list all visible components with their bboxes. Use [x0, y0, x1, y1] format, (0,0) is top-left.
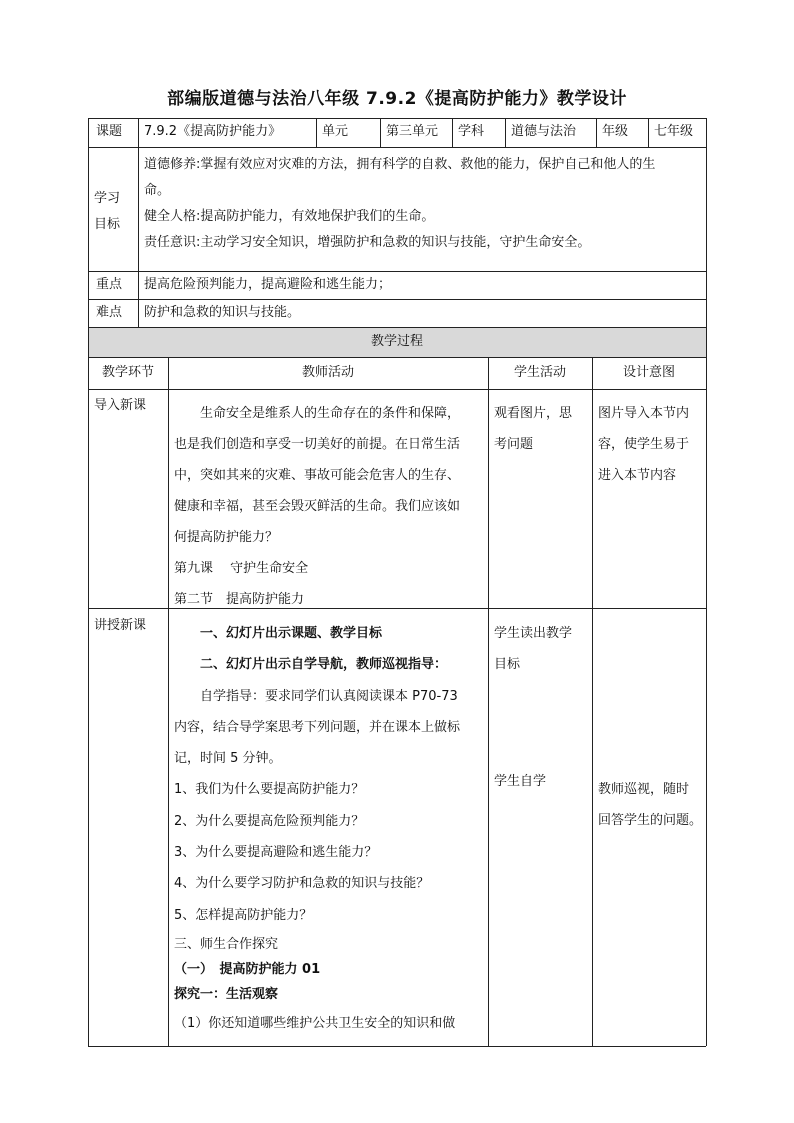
table-border [592, 357, 593, 1046]
objective-line: 健全人格:提高防护能力，有效地保护我们的生命。 [144, 209, 435, 224]
table-border [706, 118, 707, 1046]
intent-line: 进入本节内容 [598, 468, 677, 483]
teacher-line: 健康和幸福，甚至会毁灭鲜活的生命。我们应该如 [174, 499, 461, 514]
teacher-line: 何提高防护能力？ [174, 530, 279, 545]
teacher-line: 第九课 守护生命安全 [174, 561, 309, 576]
key-point-label: 重点 [96, 276, 123, 292]
teacher-line: 1、我们为什么要提高防护能力？ [174, 782, 365, 798]
intent-line: 教师巡视，随时 [598, 782, 690, 797]
difficulty-text: 防护和急救的知识与技能。 [144, 304, 301, 320]
teacher-line: （一） 提高防护能力 01 [174, 962, 321, 977]
teacher-line: 5、怎样提高防护能力？ [174, 907, 313, 923]
unit-value: 第三单元 [386, 124, 439, 140]
objective-line: 命。 [144, 183, 171, 198]
column-header-intent: 设计意图 [622, 364, 675, 380]
table-border [488, 357, 489, 1046]
teacher-line: 2、为什么要提高危险预判能力？ [174, 813, 365, 829]
teacher-line: 生命安全是维系人的生命存在的条件和保障， [200, 406, 461, 421]
table-border [88, 118, 89, 1046]
student-line: 考问题 [494, 437, 534, 452]
teacher-line: 二、幻灯片出示自学导航，教师巡视指导： [200, 657, 448, 673]
objective-line: 责任意识:主动学习安全知识，增强防护和急救的知识与技能，守护生命安全。 [144, 235, 591, 250]
intent-line: 图片导入本节内 [598, 406, 690, 421]
objectives-label-line: 学习 [94, 191, 121, 206]
teacher-line: 中，突如其来的灾难、事故可能会危害人的生存、 [174, 468, 461, 483]
teacher-line: （1）你还知道哪些维护公共卫生安全的知识和做 [174, 1016, 456, 1031]
intro-stage: 导入新课 [94, 398, 147, 413]
teacher-line: 三、师生合作探究 [174, 937, 279, 952]
teacher-line: 第二节 提高防护能力 [174, 592, 305, 607]
table-border [88, 147, 706, 148]
objectives-label [94, 186, 120, 238]
student-line: 观看图片，思 [494, 406, 573, 421]
student-line: 学生读出教学 [494, 626, 573, 641]
teacher-line: 4、为什么要学习防护和急救的知识与技能？ [174, 876, 430, 892]
new-lesson-teacher-activity [174, 618, 460, 931]
subject-value: 道德与法治 [511, 124, 577, 140]
process-header: 教学过程 [370, 333, 423, 349]
intent-line: 容，使学生易于 [598, 437, 690, 452]
intent-line: 回答学生的问题。 [598, 813, 703, 828]
intro-student-activity [494, 398, 572, 460]
unit-label: 单元 [322, 124, 349, 140]
teacher-line: 自学指导：要求同学们认真阅读课本 P70-73 [200, 688, 458, 704]
subject-label: 学科 [458, 124, 485, 140]
column-header-teacher: 教师活动 [301, 364, 354, 380]
table-border [168, 357, 169, 1046]
course-label: 课题 [96, 124, 123, 140]
difficulty-label: 难点 [96, 304, 123, 320]
key-point-text: 提高危险预判能力，提高避险和逃生能力； [144, 276, 392, 292]
new-lesson-teacher-activity-cont [174, 932, 320, 1007]
teacher-line: 内容，结合导学案思考下列问题，并在课本上做标 [174, 719, 461, 735]
objective-line: 道德修养:掌握有效应对灾难的方法，拥有科学的自救、救他的能力，保护自己和他人的生 [144, 157, 656, 172]
column-header-student: 学生活动 [513, 364, 566, 380]
grade-value: 七年级 [654, 124, 694, 140]
teacher-line: 探究一：生活观察 [174, 987, 279, 1002]
table-border [88, 1046, 706, 1047]
new-lesson-design-intent [598, 774, 702, 836]
objectives-label-line: 目标 [94, 217, 121, 232]
teacher-line: 3、为什么要提高避险和逃生能力？ [174, 845, 378, 861]
new-lesson-stage: 讲授新课 [94, 618, 147, 633]
table-border [88, 389, 706, 390]
objectives-text [144, 152, 655, 256]
new-lesson-student-activity [494, 618, 572, 680]
teacher-line: 记，时间 5 分钟。 [174, 751, 282, 767]
teacher-line: 一、幻灯片出示课题、教学目标 [200, 626, 383, 641]
intro-teacher-activity [174, 398, 460, 615]
new-lesson-student-self-study: 学生自学 [494, 774, 547, 789]
column-header-stage: 教学环节 [101, 364, 154, 380]
grade-label: 年级 [602, 124, 629, 140]
teacher-line: 也是我们创造和享受一切美好的前提。在日常生活 [174, 437, 461, 452]
student-line: 目标 [494, 657, 521, 672]
course-value: 7.9.2《提高防护能力》 [144, 124, 282, 140]
intro-design-intent [598, 398, 689, 491]
page-title: 部编版道德与法治八年级 7.9.2《提高防护能力》教学设计 [167, 89, 627, 109]
